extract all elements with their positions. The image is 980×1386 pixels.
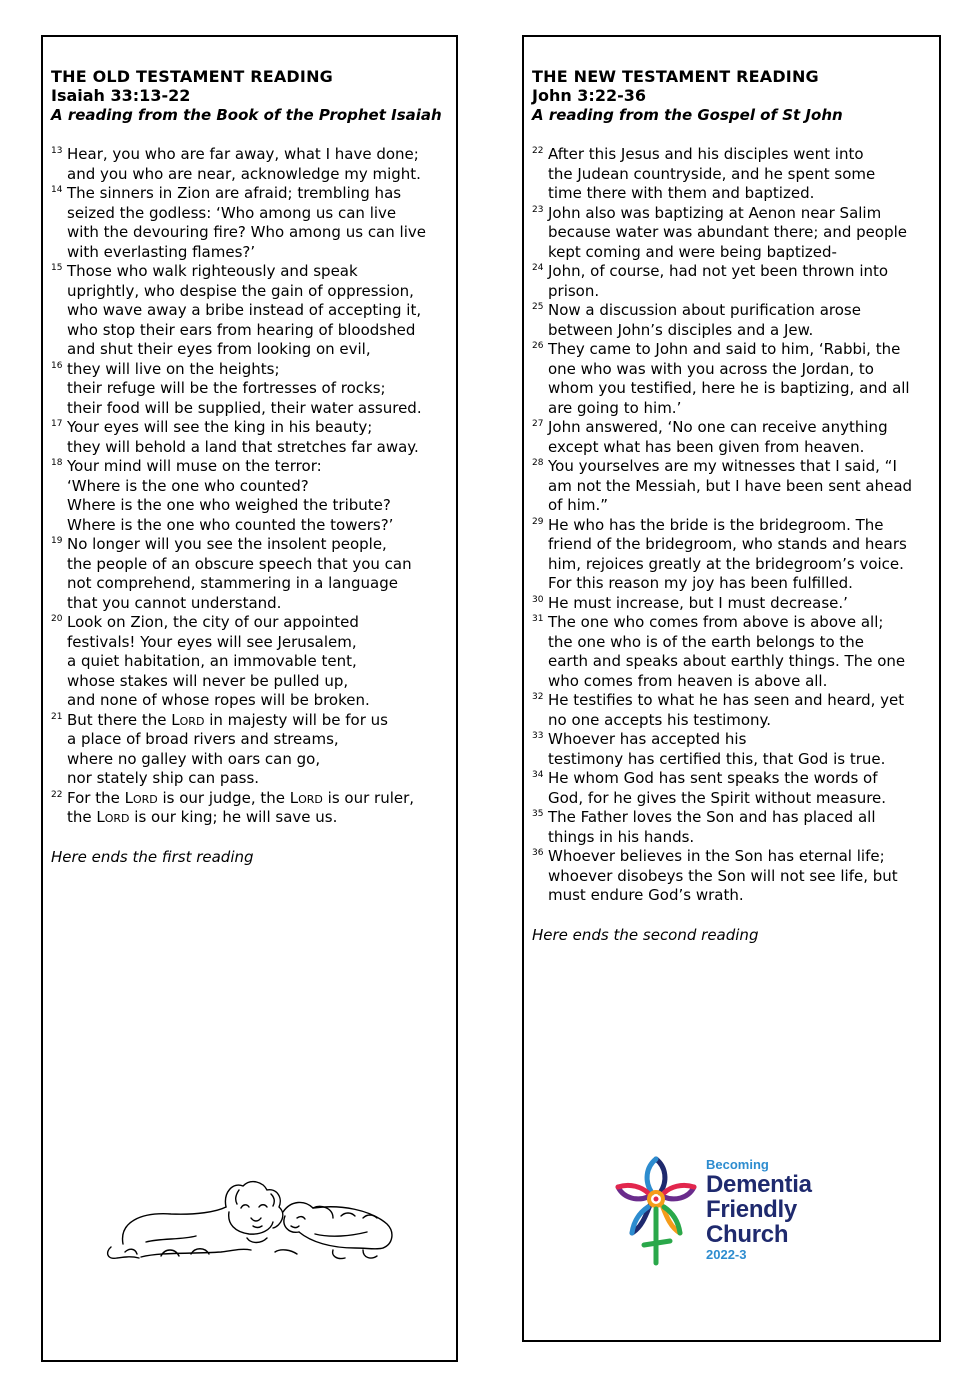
verse-text: They came to John and said to him, ‘Rabbi, the	[548, 340, 901, 358]
verse-number: 27	[532, 419, 544, 429]
verse-text: Your eyes will see the king in his beauty;	[67, 418, 373, 436]
verse-number: 32	[532, 692, 544, 702]
verse-number: 22	[532, 146, 544, 156]
verse-line	[532, 633, 935, 653]
verse-text: He who has the bride is the bridegroom. The	[548, 515, 884, 534]
verse-line	[51, 594, 452, 614]
verse-line	[51, 340, 452, 360]
verse-number: 36	[532, 848, 544, 858]
isaiah-verse-17	[51, 418, 452, 457]
verse-line	[51, 808, 452, 828]
verse-text: The sinners in Zion are afraid; trembling has	[67, 184, 402, 202]
john-verse-32	[532, 691, 935, 730]
verse-line	[51, 438, 452, 458]
verse-number: 28	[532, 458, 544, 468]
verse-text: the Judean countryside, and he spent some	[548, 164, 876, 183]
verse-number: 31	[532, 614, 544, 624]
verse-line	[51, 516, 452, 536]
verse-text: between John’s disciples and a Jew.	[548, 320, 814, 339]
verse-number: 23	[532, 204, 544, 215]
old-testament-reference: Isaiah 33:13-22	[51, 86, 191, 105]
isaiah-verse-16	[51, 360, 452, 419]
verse-line	[532, 769, 935, 789]
verse-text: seized the godless: ‘Who among us can live	[67, 203, 397, 222]
verse-text: But there the Lord in majesty will be for us	[67, 710, 388, 729]
logo-line-friendly: Friendly	[706, 1196, 797, 1223]
verse-line	[51, 145, 452, 165]
verse-line	[532, 613, 935, 633]
verse-line	[532, 574, 935, 594]
verse-line	[532, 594, 935, 614]
old-testament-content	[51, 67, 452, 867]
verse-text: with everlasting flames?’	[67, 242, 256, 261]
verse-text: festivals! Your eyes will see Jerusalem,	[67, 632, 357, 651]
verse-line	[532, 886, 935, 906]
verse-text: the people of an obscure speech that you can	[67, 554, 412, 573]
verse-text: He testifies to what he has seen and heard, yet	[548, 691, 905, 709]
verse-number: 15	[51, 263, 63, 273]
verse-line	[532, 204, 935, 224]
verse-line	[51, 691, 452, 711]
john-verse-30	[532, 594, 935, 614]
john-verse-22	[532, 145, 935, 204]
isaiah-verse-22	[51, 789, 452, 828]
verse-text: things in his hands.	[548, 827, 695, 846]
verse-text: John answered, ‘No one can receive anything	[548, 418, 888, 436]
verse-text: Those who walk righteously and speak	[67, 262, 358, 280]
verse-text: and none of whose ropes will be broken.	[67, 691, 370, 709]
verse-text: that you cannot understand.	[67, 593, 282, 612]
verse-line	[532, 535, 935, 555]
old-testament-ending: Here ends the first reading	[51, 847, 254, 866]
new-testament-subtitle: A reading from the Gospel of St John	[532, 106, 843, 124]
logo-text	[706, 1157, 812, 1263]
verse-text: For the Lord is our judge, the Lord is our ruler,	[67, 788, 415, 807]
old-testament-subtitle: A reading from the Book of the Prophet Isaiah	[51, 106, 442, 124]
verse-text: whoever disobeys the Son will not see life, but	[548, 866, 898, 885]
john-verse-36	[532, 847, 935, 906]
verse-line	[51, 730, 452, 750]
john-verse-29	[532, 516, 935, 594]
verse-text: who wave away a bribe instead of accepting it,	[67, 301, 422, 319]
verse-text: uprightly, who despise the gain of oppression,	[67, 281, 414, 300]
verse-line	[532, 691, 935, 711]
verse-line	[51, 574, 452, 594]
verse-line	[532, 516, 935, 536]
new-testament-content	[532, 67, 935, 945]
lion-and-lamb-icon	[101, 1152, 401, 1272]
verse-line	[532, 828, 935, 848]
verse-line	[51, 789, 452, 809]
verse-text: Your mind will muse on the terror:	[67, 457, 322, 475]
john-verse-23	[532, 204, 935, 263]
verse-number: 21	[51, 711, 63, 722]
verse-text: and you who are near, acknowledge my might.	[67, 164, 421, 183]
logo-line-becoming: Becoming	[706, 1157, 769, 1172]
verse-number: 14	[51, 185, 63, 195]
verse-text: and shut their eyes from looking on evil,	[67, 340, 371, 358]
verse-text: must endure God’s wrath.	[548, 886, 744, 904]
john-verse-24	[532, 262, 935, 301]
verse-text: Whoever has accepted his	[548, 730, 747, 748]
isaiah-verse-20	[51, 613, 452, 711]
verse-text: their food will be supplied, their water assured.	[67, 398, 422, 417]
john-verse-34	[532, 769, 935, 808]
verse-line	[532, 457, 935, 477]
verse-number: 22	[51, 789, 63, 800]
verse-text: ‘Where is the one who counted?	[67, 476, 309, 495]
verse-line	[51, 243, 452, 263]
verse-line	[532, 379, 935, 399]
verse-text: they will behold a land that stretches far away.	[67, 437, 419, 456]
verse-text: whose stakes will never be pulled up,	[67, 671, 349, 690]
verse-line	[51, 262, 452, 282]
verse-line	[532, 847, 935, 867]
verse-text: with the devouring fire? Who among us can live	[67, 223, 426, 241]
verse-number: 33	[532, 731, 544, 741]
verse-line	[532, 399, 935, 419]
verse-line	[532, 418, 935, 438]
verse-text: because water was abundant there; and people	[548, 223, 907, 241]
isaiah-verse-21	[51, 711, 452, 789]
verse-text: nor stately ship can pass.	[67, 769, 260, 787]
verse-text: one who was with you across the Jordan, to	[548, 359, 874, 378]
verse-text: am not the Messiah, but I have been sent ahead	[548, 476, 913, 495]
verse-text: whom you testified, here he is baptizing, and all	[548, 379, 910, 397]
verse-line	[532, 262, 935, 282]
verse-number: 34	[532, 770, 544, 780]
verse-number: 29	[532, 516, 544, 527]
verse-text: Look on Zion, the city of our appointed	[67, 613, 359, 631]
new-testament-reference: John 3:22-36	[532, 86, 646, 105]
verse-line	[532, 477, 935, 497]
verse-text: him, rejoices greatly at the bridegroom’s voice.	[548, 554, 904, 573]
verse-text: You yourselves are my witnesses that I said, “I	[548, 457, 897, 475]
verse-line	[51, 321, 452, 341]
verse-text: earth and speaks about earthly things. The one	[548, 652, 906, 670]
verse-text: are going to him.’	[548, 398, 682, 417]
verse-line	[51, 223, 452, 243]
verse-line	[532, 340, 935, 360]
verse-text: their refuge will be the fortresses of rocks;	[67, 379, 386, 397]
verse-line	[51, 184, 452, 204]
verse-number: 26	[532, 341, 544, 351]
new-testament-panel	[522, 35, 941, 1342]
dementia-friendly-church-logo	[608, 1147, 848, 1277]
verse-line	[532, 145, 935, 165]
isaiah-verse-13	[51, 145, 452, 184]
verse-line	[51, 204, 452, 224]
verse-text: friend of the bridegroom, who stands and hears	[548, 535, 907, 553]
old-testament-heading: THE OLD TESTAMENT READING	[51, 67, 333, 86]
verse-text: except what has been given from heaven.	[548, 437, 865, 456]
verse-line	[51, 282, 452, 302]
verse-number: 17	[51, 419, 63, 429]
verse-text: Whoever believes in the Son has eternal life;	[548, 847, 885, 865]
verse-line	[51, 555, 452, 575]
dementia-friendly-flower-icon	[608, 1147, 704, 1273]
verse-line	[532, 750, 935, 770]
verse-line	[532, 730, 935, 750]
verse-line	[532, 184, 935, 204]
verse-line	[532, 808, 935, 828]
verse-line	[51, 360, 452, 380]
verse-line	[51, 165, 452, 185]
new-testament-heading: THE NEW TESTAMENT READING	[532, 67, 819, 86]
john-verse-27	[532, 418, 935, 457]
verse-text: Where is the one who weighed the tribute?	[67, 496, 391, 514]
new-testament-verses	[532, 145, 935, 906]
isaiah-verse-15	[51, 262, 452, 360]
isaiah-verse-14	[51, 184, 452, 262]
verse-line	[532, 282, 935, 302]
verse-line	[51, 672, 452, 692]
verse-text: Where is the one who counted the towers?’	[67, 515, 394, 534]
verse-text: the Lord is our king; he will save us.	[67, 808, 338, 826]
john-verse-31	[532, 613, 935, 691]
new-testament-ending: Here ends the second reading	[532, 925, 759, 944]
verse-line	[532, 301, 935, 321]
verse-text: of him.”	[548, 496, 609, 514]
verse-number: 16	[51, 360, 63, 371]
verse-line	[51, 769, 452, 789]
verse-number: 35	[532, 809, 544, 819]
logo-year: 2022-3	[706, 1247, 747, 1262]
john-verse-28	[532, 457, 935, 516]
verse-text: For this reason my joy has been fulfilled.	[548, 574, 853, 592]
verse-line	[51, 750, 452, 770]
verse-line	[532, 321, 935, 341]
verse-text: kept coming and were being baptized-	[548, 242, 837, 261]
verse-line	[51, 457, 452, 477]
verse-line	[532, 243, 935, 263]
verse-number: 20	[51, 614, 63, 624]
verse-text: testimony has certified this, that God is true.	[548, 749, 886, 768]
isaiah-verse-19	[51, 535, 452, 613]
verse-line	[532, 165, 935, 185]
john-verse-26	[532, 340, 935, 418]
verse-line	[532, 496, 935, 516]
verse-text: who stop their ears from hearing of bloodshed	[67, 320, 416, 339]
logo-line-dementia: Dementia	[706, 1171, 812, 1198]
verse-line	[51, 477, 452, 497]
verse-text: No longer will you see the insolent people,	[67, 535, 387, 553]
verse-text: After this Jesus and his disciples went into	[548, 145, 864, 163]
old-testament-verses	[51, 145, 452, 828]
verse-line	[51, 301, 452, 321]
verse-text: God, for he gives the Spirit without measure.	[548, 788, 887, 807]
verse-text: The Father loves the Son and has placed all	[548, 808, 876, 826]
verse-text: a place of broad rivers and streams,	[67, 730, 339, 748]
verse-text: Hear, you who are far away, what I have done;	[67, 145, 419, 163]
verse-line	[51, 652, 452, 672]
verse-line	[51, 399, 452, 419]
verse-text: John also was baptizing at Aenon near Salim	[548, 203, 882, 222]
verse-line	[532, 867, 935, 887]
isaiah-verse-18	[51, 457, 452, 535]
verse-number: 18	[51, 458, 63, 468]
verse-text: Now a discussion about purification arose	[548, 301, 861, 319]
verse-text: no one accepts his testimony.	[548, 710, 772, 729]
verse-text: where no galley with oars can go,	[67, 749, 321, 768]
verse-text: they will live on the heights;	[67, 359, 280, 378]
verse-text: who comes from heaven is above all.	[548, 671, 828, 690]
old-testament-panel	[41, 35, 458, 1362]
verse-line	[51, 496, 452, 516]
verse-line	[532, 223, 935, 243]
verse-line	[51, 613, 452, 633]
verse-text: prison.	[548, 281, 600, 300]
verse-text: The one who comes from above is above all;	[548, 613, 884, 631]
verse-line	[532, 672, 935, 692]
verse-text: He whom God has sent speaks the words of	[548, 769, 878, 787]
verse-line	[532, 438, 935, 458]
verse-number: 13	[51, 146, 63, 156]
verse-text: He must increase, but I must decrease.’	[548, 593, 848, 612]
verse-number: 30	[532, 594, 544, 605]
verse-line	[51, 633, 452, 653]
john-verse-33	[532, 730, 935, 769]
verse-line	[532, 360, 935, 380]
verse-line	[532, 555, 935, 575]
verse-line	[51, 379, 452, 399]
verse-text: the one who is of the earth belongs to the	[548, 632, 865, 651]
verse-line	[51, 418, 452, 438]
logo-line-church: Church	[706, 1221, 789, 1248]
verse-line	[51, 535, 452, 555]
verse-text: time there with them and baptized.	[548, 184, 815, 202]
verse-text: a quiet habitation, an immovable tent,	[67, 652, 357, 670]
john-verse-25	[532, 301, 935, 340]
verse-line	[51, 711, 452, 731]
verse-text: John, of course, had not yet been thrown into	[548, 262, 889, 280]
verse-line	[532, 652, 935, 672]
verse-number: 19	[51, 536, 63, 546]
verse-text: not comprehend, stammering in a language	[67, 574, 398, 592]
verse-number: 24	[532, 263, 544, 273]
verse-number: 25	[532, 302, 544, 312]
verse-line	[532, 789, 935, 809]
verse-line	[532, 711, 935, 731]
john-verse-35	[532, 808, 935, 847]
